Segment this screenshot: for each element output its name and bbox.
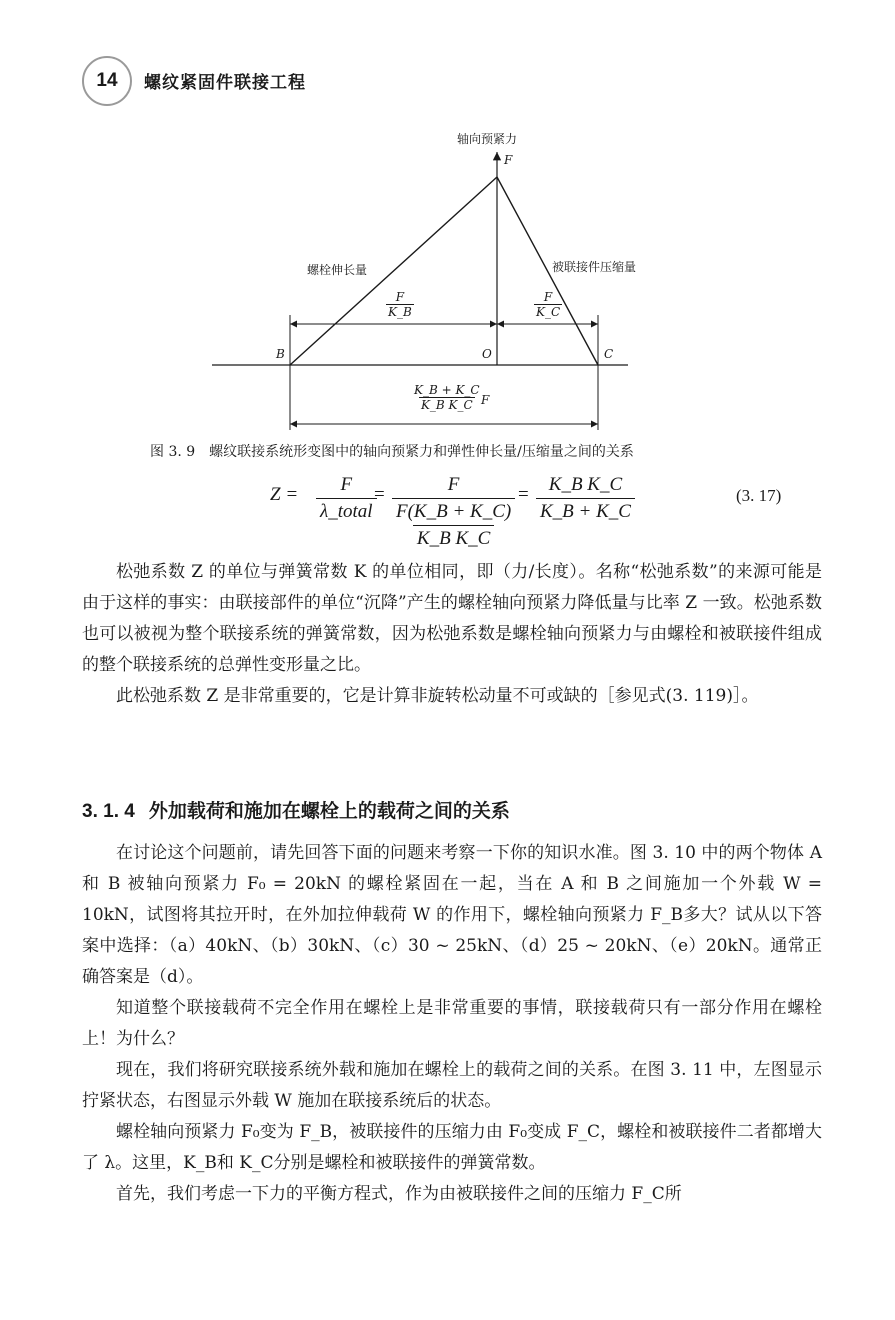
equation-3-17 — [270, 470, 830, 555]
member-dimension-fraction: $\frac{F}{K\_C}$ — [536, 290, 561, 319]
point-c-label: C — [604, 347, 614, 361]
y-axis-label: 轴向预紧力 — [457, 132, 518, 146]
equation-lhs: Z = — [270, 484, 299, 505]
point-b-label: B — [276, 347, 285, 361]
paragraph: 在讨论这个问题前，请先回答下面的问题来考察一下你的知识水准。图 3. 10 中的两个物体 A 和 B 被轴向预紧力 F₀ = 20kN 的螺栓紧固在一起，当在 A 和 B 之间施加一个外载 W = 10kN，试图将其拉开时，在外加拉伸载荷 W 的作用下，螺栓轴向预紧力 F_B多大？试从以下答案中选择：（a）40kN、（b）30kN、（c）30 ~ 25kN、（d）25 ~ 20kN、（e）20kN。通常正确答案是（d）。 — [82, 843, 822, 987]
equation-equals-3: = — [518, 484, 529, 505]
caption-text: 螺纹联接系统形变图中的轴向预紧力和弹性伸长量/压缩量之间的关系 — [209, 444, 634, 460]
paragraph: 现在，我们将研究联接系统外载和施加在螺栓上的载荷之间的关系。在图 3. 11 中，左图显示拧紧状态，右图显示外载 W 施加在联接系统后的状态。 — [82, 1060, 822, 1111]
figure-caption — [150, 441, 634, 461]
total-dimension-fraction: $\frac{K\_B + K\_C}{\text{K\_B K\_C}}$ — [414, 383, 480, 412]
figure-number: 图 3. 9 — [150, 444, 196, 460]
equation-number: (3. 17) — [736, 486, 782, 505]
bolt-dimension-fraction: $\frac{F}{K\_B}$ — [388, 290, 412, 319]
total-dimension-suffix: F — [481, 393, 490, 407]
paragraph: 松弛系数 Z 的单位与弹簧常数 K 的单位相同，即（力/长度）。名称“松弛系数”的来源可能是由于这样的事实：由联接部件的单位“沉降”产生的螺栓轴向预紧力降低量与比率 Z 一致。松弛系数也可以被视为整个联接系统的弹簧常数，因为松弛系数是螺栓轴向预紧力与由螺栓和被联接件组成的整个联接系统的总弹性变形量之比。 — [82, 562, 822, 675]
paragraph: 知道整个联接载荷不完全作用在螺栓上是非常重要的事情，联接载荷只有一部分作用在螺栓上！为什么？ — [82, 998, 822, 1049]
page-header — [82, 56, 482, 106]
section-heading — [82, 796, 510, 823]
bolt-line-label: 螺栓伸长量 — [307, 263, 368, 277]
book-title: 螺纹紧固件联接工程 — [144, 73, 306, 93]
figure-3-9 — [200, 125, 637, 440]
paragraph: 首先，我们考虑一下力的平衡方程式，作为由被联接件之间的压缩力 F_C所 — [116, 1184, 682, 1204]
body-text-top — [82, 557, 822, 712]
point-o-label: O — [482, 347, 492, 361]
body-text-bottom — [82, 838, 822, 1210]
paragraph: 此松弛系数 Z 是非常重要的，它是计算非旋转松动量不可或缺的［参见式(3. 119)］。 — [116, 686, 759, 706]
paragraph: 螺栓轴向预紧力 F₀变为 F_B，被联接件的压缩力由 F₀变成 F_C，螺栓和被联接件二者都增大了 λ。这里，K_B和 K_C分别是螺栓和被联接件的弹簧常数。 — [82, 1122, 822, 1173]
peak-force-label: F — [504, 153, 513, 167]
equation-fraction-2: F F(K_B + K_C) K_B K_C — [392, 472, 515, 552]
section-number: 3. 1. 4 — [82, 801, 135, 822]
page-number-badge: 14 — [82, 56, 132, 106]
equation-fraction-1: F λ_total — [316, 472, 377, 525]
member-line-label: 被联接件压缩量 — [552, 260, 637, 274]
equation-equals-2: = — [374, 484, 385, 505]
section-title: 外加载荷和施加在螺栓上的载荷之间的关系 — [148, 801, 510, 822]
equation-fraction-3: $\frac{\text{K\_B K\_C}}{K\_B + K\_C}$ — [536, 472, 635, 525]
